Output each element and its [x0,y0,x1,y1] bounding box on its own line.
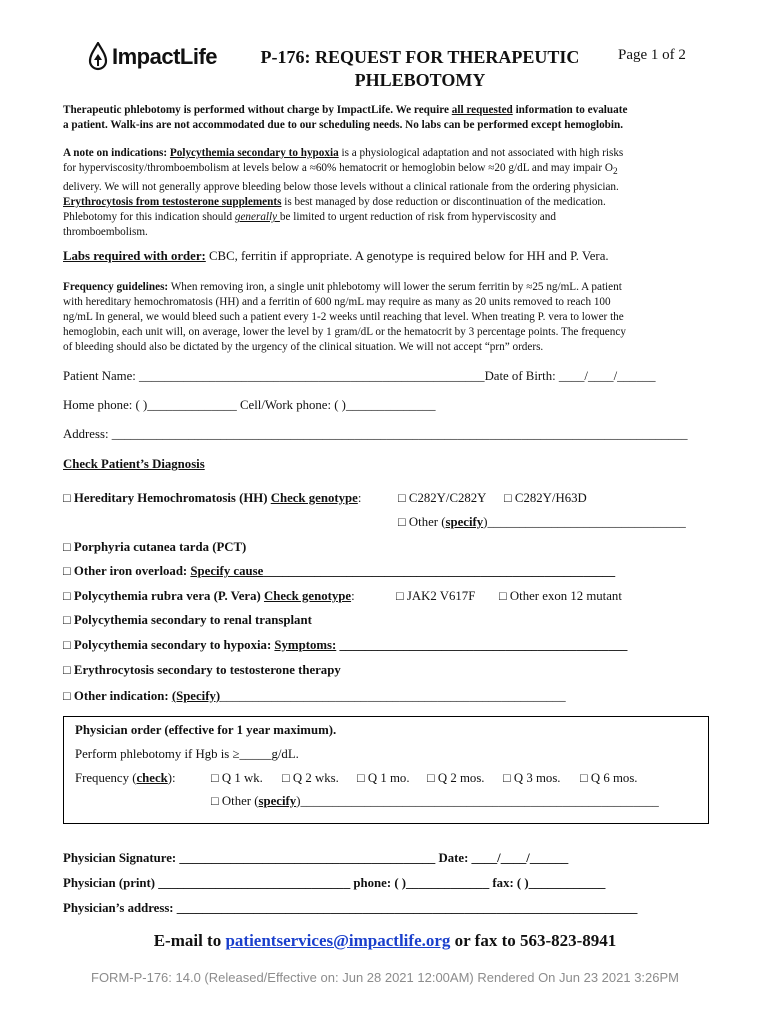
freq-other-a: □ Other ( [211,794,259,808]
note-t5: Phlebotomy for this indication should [63,211,235,224]
freq-label: Frequency guidelines: [63,281,169,293]
order-heading: Physician order (effective for 1 year maximum). [75,723,337,737]
note-t1: is a physiological adaptation and not associated with high risks [338,147,624,159]
freq-l2: with hereditary hemochromatosis (HH) and a ferritin of 600 ng/mL may require as many as 20 units removed to reach 100 [63,296,611,308]
form-version-footer: FORM-P-176: 14.0 (Released/Effective on: Jun 28 2021 12:00AM) Rendered On Jun 23 2021 3:26PM [91,970,679,985]
hh-checkbox[interactable]: □ Hereditary Hemochromatosis (HH) [63,491,268,505]
freq-l1: When removing iron, a single unit phlebotomy will lower the serum ferritin by ≈25 ng/mL. A patient [168,281,622,293]
note-ps: Polycythemia secondary to hypoxia [169,147,339,159]
order-hgb-field[interactable]: Perform phlebotomy if Hgb is ≥_____g/dL. [75,747,299,761]
order-frequency-label [75,771,176,786]
freq-other-line: )________________________________________________________ [296,794,659,808]
freq-q2mos[interactable]: □ Q 2 mos. [427,771,485,785]
pv-colon: : [351,589,355,603]
hh-colon: : [357,491,362,505]
form-title [250,46,590,92]
hh-other-a: □ Other ( [398,515,446,529]
diagnosis-other [63,689,566,704]
freq-q1mo[interactable]: □ Q 1 mo. [357,771,410,785]
page-number: Page 1 of 2 [618,47,686,63]
email-post: or fax to 563-823-8941 [450,931,617,950]
note-t6: be limited to urgent reduction of risk from hyperviscosity and [279,211,556,224]
hh-other-specify: specify [445,515,484,529]
diagnosis-heading: Check Patient’s Diagnosis [63,457,205,471]
hh-genotype-c282y-h63d[interactable]: □ C282Y/H63D [504,491,587,505]
other-indication-checkbox[interactable]: □ Other indication: [63,689,169,703]
intro-c: information to evaluate [512,104,628,116]
intro-a: Therapeutic phlebotomy is performed without charge by ImpactLife. We require [63,104,452,116]
physician-address-field[interactable]: Physician’s address: ________________________________________________________________________ [63,901,638,915]
footer-email-line [0,931,770,951]
iron-specify-cause: Specify cause [190,564,264,578]
iron-line[interactable]: _______________________________________________________ [263,564,616,578]
pv-checkbox[interactable]: □ Polycythemia rubra vera (P. Vera) [63,589,261,603]
frequency-paragraph [63,280,703,355]
diagnosis-pv [63,589,355,604]
freq-l5: of bleeding should also be dictated by the urgency of the clinical situation. We will not accept “prn” orders. [63,341,544,353]
intro-paragraph [63,103,703,133]
note-ery: Erythrocytosis from testosterone supplements [63,196,282,209]
hypoxia-checkbox[interactable]: □ Polycythemia secondary to hypoxia: [63,638,272,652]
note-t3: delivery. We will not generally approve bleeding below those levels without a clinical rationale from the ordering physician. [63,181,619,194]
hypoxia-line[interactable]: _____________________________________________ [336,638,628,652]
freq-c: ): [167,771,176,785]
diagnosis-testosterone-checkbox[interactable]: □ Erythrocytosis secondary to testosterone therapy [63,663,341,677]
note-o2-sub: 2 [613,167,618,178]
hh-check-genotype: Check genotype [270,491,358,505]
physician-signature-field[interactable]: Physician Signature: ________________________________________ Date: ____/____/______ [63,851,569,865]
patient-address-field[interactable]: Address: __________________________________________________________________________________________ [63,427,688,441]
diagnosis-hh [63,491,361,506]
pv-check-genotype: Check genotype [263,589,352,603]
labs-text: CBC, ferritin if appropriate. A genotype is required below for HH and P. Vera. [205,249,609,263]
note-t7: thromboembolism. [63,226,148,239]
freq-l3: ng/mL In general, we would bleed such a patient every 1-2 weeks until reaching that level. When treating P. vera to lower the [63,311,624,323]
labs-required [63,249,609,264]
freq-other[interactable] [211,794,659,809]
pv-genotype-exon12[interactable]: □ Other exon 12 mutant [499,589,622,603]
diagnosis-pct-checkbox[interactable]: □ Porphyria cutanea tarda (PCT) [63,540,247,554]
note-paragraph [63,146,703,240]
impactlife-logo [88,42,217,72]
hh-other-line: )_______________________________ [483,515,686,529]
iron-checkbox[interactable]: □ Other iron overload: [63,564,188,578]
note-t2: for hyperviscosity/thromboembolism at levels below a ≈60% hematocrit or hemoglobin below ≈20 g/dL and may impair O [63,162,613,174]
note-label: A note on indications: [63,147,170,159]
form-title-line2: PHLEBOTOMY [354,70,486,90]
diagnosis-hypoxia [63,638,627,653]
freq-q2wks[interactable]: □ Q 2 wks. [282,771,339,785]
diagnosis-iron [63,564,615,579]
freq-l4: hemoglobin, each unit will, on average, lower the level by 1 gram/dL or the hematocrit by 3 percentage points. The frequency [63,326,626,338]
note-generally: generally [234,211,280,224]
freq-a: Frequency ( [75,771,137,785]
hypoxia-symptoms: Symptoms: [274,638,337,652]
patient-phone-field[interactable]: Home phone: ( )______________ Cell/Work phone: ( )______________ [63,398,436,412]
physician-print-field[interactable]: Physician (print) ______________________________ phone: ( )_____________ fax: ( )____________ [63,876,606,890]
freq-check: check [136,771,168,785]
freq-other-specify: specify [258,794,297,808]
form-title-line1: P-176: REQUEST FOR THERAPEUTIC [260,47,580,67]
hh-genotype-c282y-c282y[interactable]: □ C282Y/C282Y [398,491,487,505]
other-indication-specify: (Specify) [171,689,221,703]
freq-q3mos[interactable]: □ Q 3 mos. [503,771,561,785]
email-link[interactable]: patientservices@impactlife.org [225,931,451,950]
freq-q6mos[interactable]: □ Q 6 mos. [580,771,638,785]
note-t4: is best managed by dose reduction or discontinuation of the medication. [281,196,606,209]
hh-genotype-other[interactable] [398,515,686,530]
pv-genotype-jak2[interactable]: □ JAK2 V617F [396,589,476,603]
other-indication-line[interactable]: ______________________________________________________ [220,689,566,703]
logo-text: ImpactLife [112,44,218,69]
freq-q1wk[interactable]: □ Q 1 wk. [211,771,263,785]
intro-line2: a patient. Walk-ins are not accommodated due to our scheduling needs. No labs can be performed except hemoglobin. [63,119,624,131]
email-pre: E-mail to [153,931,226,950]
diagnosis-renal-checkbox[interactable]: □ Polycythemia secondary to renal transplant [63,613,312,627]
patient-name-field[interactable]: Patient Name: ______________________________________________________Date of Birth: ____/____/______ [63,369,656,383]
intro-b: all requested [451,104,513,116]
drop-logo-icon [88,42,108,72]
labs-label: Labs required with order: [63,249,206,263]
